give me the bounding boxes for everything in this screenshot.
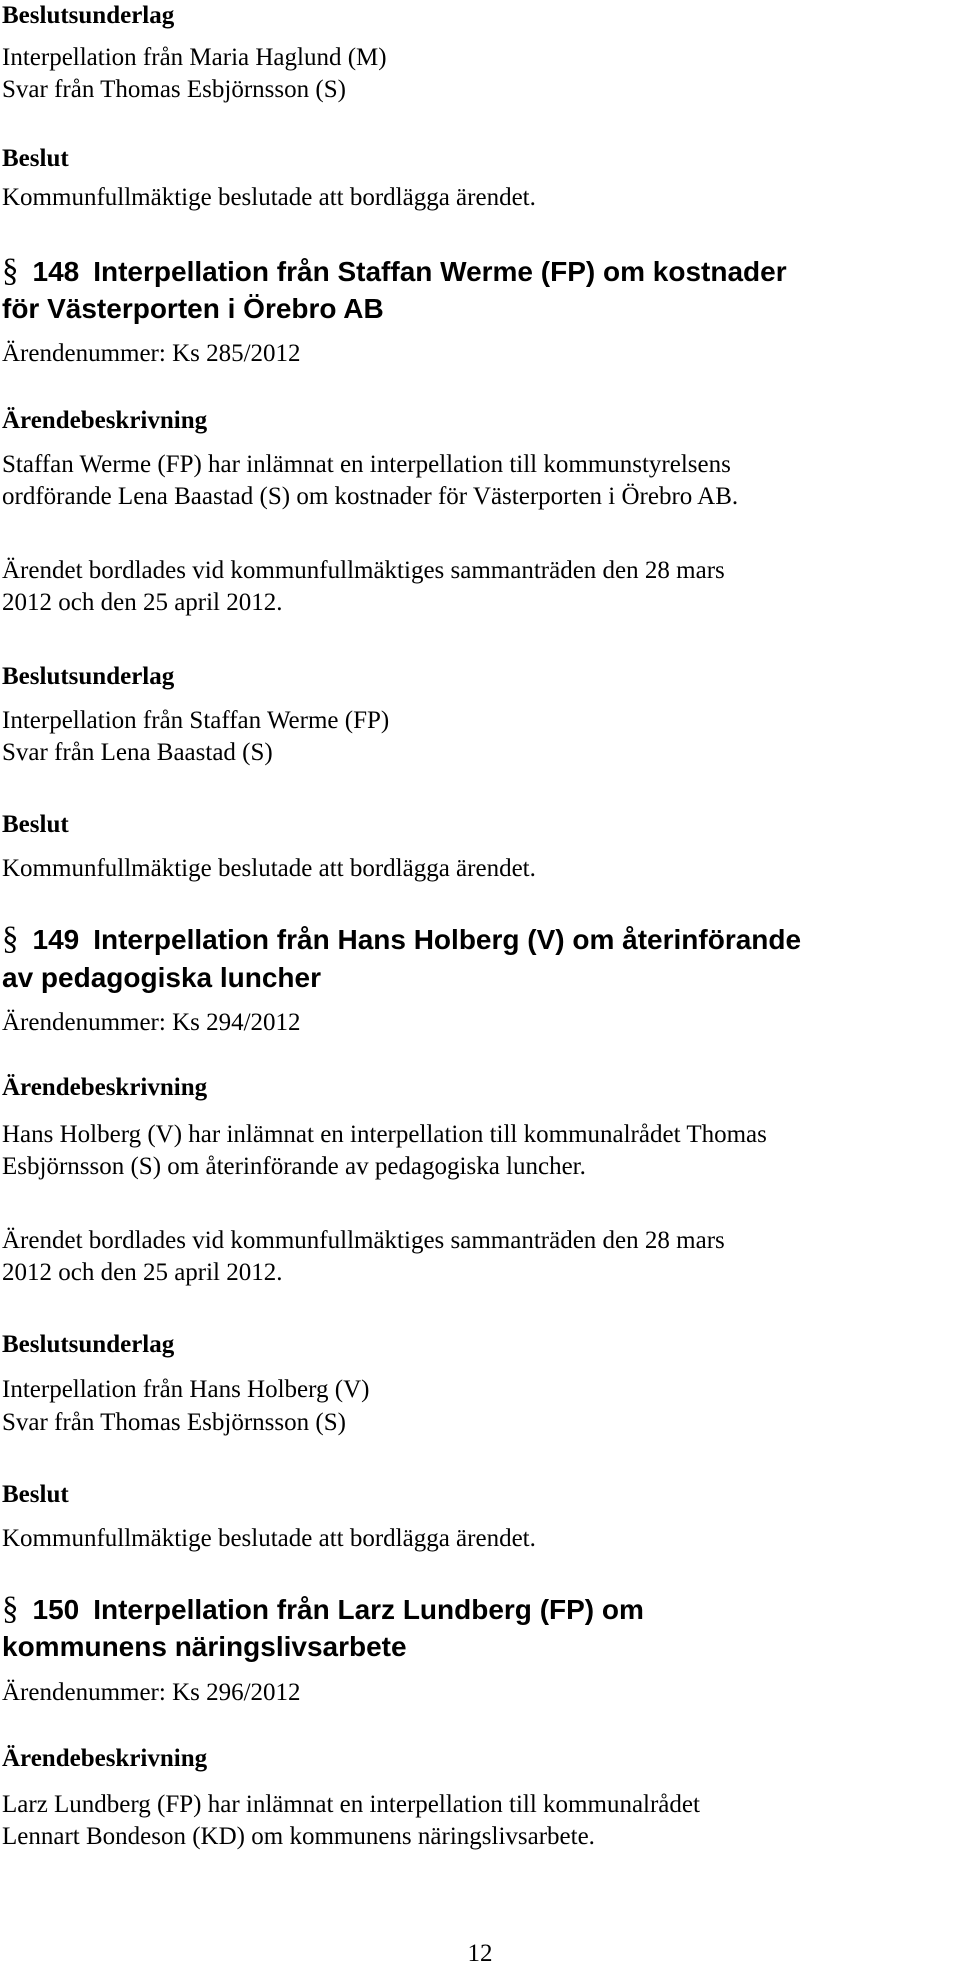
beslutsunderlag-heading: Beslutsunderlag [2, 2, 175, 29]
section-number: 149 [32, 924, 80, 955]
arendenummer: Ärendenummer: Ks 285/2012 [2, 340, 301, 367]
beslutsunderlag-item: Svar från Thomas Esbjörnsson (S) [2, 1409, 346, 1436]
section-title-continued: av pedagogiska luncher [2, 962, 321, 993]
bordlades-text: 2012 och den 25 april 2012. [2, 589, 283, 616]
section-title-150 [2, 1592, 644, 1627]
section-symbol: § [2, 253, 19, 289]
section-title-148 [2, 254, 787, 289]
beslut-heading: Beslut [2, 145, 69, 172]
bordlades-text: 2012 och den 25 april 2012. [2, 1259, 283, 1286]
beslutsunderlag-item: Interpellation från Maria Haglund (M) [2, 44, 387, 71]
beslutsunderlag-heading: Beslutsunderlag [2, 663, 175, 690]
beslutsunderlag-item: Svar från Lena Baastad (S) [2, 739, 273, 766]
section-title-text: Interpellation från Larz Lundberg (FP) om [93, 1594, 644, 1625]
section-title-text: Interpellation från Hans Holberg (V) om återinförande [93, 924, 802, 955]
arendebeskrivning-text: Lennart Bondeson (KD) om kommunens näringslivsarbete. [2, 1823, 595, 1850]
beslutsunderlag-item: Interpellation från Hans Holberg (V) [2, 1376, 370, 1403]
section-number: 148 [32, 256, 80, 287]
beslut-heading: Beslut [2, 811, 69, 838]
beslutsunderlag-heading: Beslutsunderlag [2, 1331, 175, 1358]
arendenummer: Ärendenummer: Ks 294/2012 [2, 1009, 301, 1036]
beslut-text: Kommunfullmäktige beslutade att bordlägga ärendet. [2, 184, 536, 211]
section-symbol: § [2, 921, 19, 957]
arendebeskrivning-heading: Ärendebeskrivning [2, 1745, 208, 1772]
arendenummer: Ärendenummer: Ks 296/2012 [2, 1679, 301, 1706]
beslut-text: Kommunfullmäktige beslutade att bordlägga ärendet. [2, 855, 536, 882]
beslutsunderlag-item: Interpellation från Staffan Werme (FP) [2, 707, 390, 734]
section-number: 150 [32, 1594, 80, 1625]
beslutsunderlag-item: Svar från Thomas Esbjörnsson (S) [2, 76, 346, 103]
section-title-continued: för Västerporten i Örebro AB [2, 293, 384, 324]
bordlades-text: Ärendet bordlades vid kommunfullmäktiges sammanträden den 28 mars [2, 557, 725, 584]
arendebeskrivning-heading: Ärendebeskrivning [2, 407, 208, 434]
arendebeskrivning-text: Hans Holberg (V) har inlämnat en interpellation till kommunalrådet Thomas [2, 1121, 767, 1148]
arendebeskrivning-text: Esbjörnsson (S) om återinförande av pedagogiska luncher. [2, 1153, 586, 1180]
page-number: 12 [467, 1940, 493, 1967]
section-title-149 [2, 922, 801, 957]
arendebeskrivning-heading: Ärendebeskrivning [2, 1074, 208, 1101]
bordlades-text: Ärendet bordlades vid kommunfullmäktiges sammanträden den 28 mars [2, 1227, 725, 1254]
arendebeskrivning-text: ordförande Lena Baastad (S) om kostnader för Västerporten i Örebro AB. [2, 483, 739, 510]
beslut-heading: Beslut [2, 1481, 69, 1508]
arendebeskrivning-text: Larz Lundberg (FP) har inlämnat en interpellation till kommunalrådet [2, 1791, 700, 1818]
arendebeskrivning-text: Staffan Werme (FP) har inlämnat en interpellation till kommunstyrelsens [2, 451, 731, 478]
beslut-text: Kommunfullmäktige beslutade att bordlägga ärendet. [2, 1525, 536, 1552]
section-title-text: Interpellation från Staffan Werme (FP) om kostnader [93, 256, 787, 287]
section-symbol: § [2, 1591, 19, 1627]
section-title-continued: kommunens näringslivsarbete [2, 1631, 407, 1662]
